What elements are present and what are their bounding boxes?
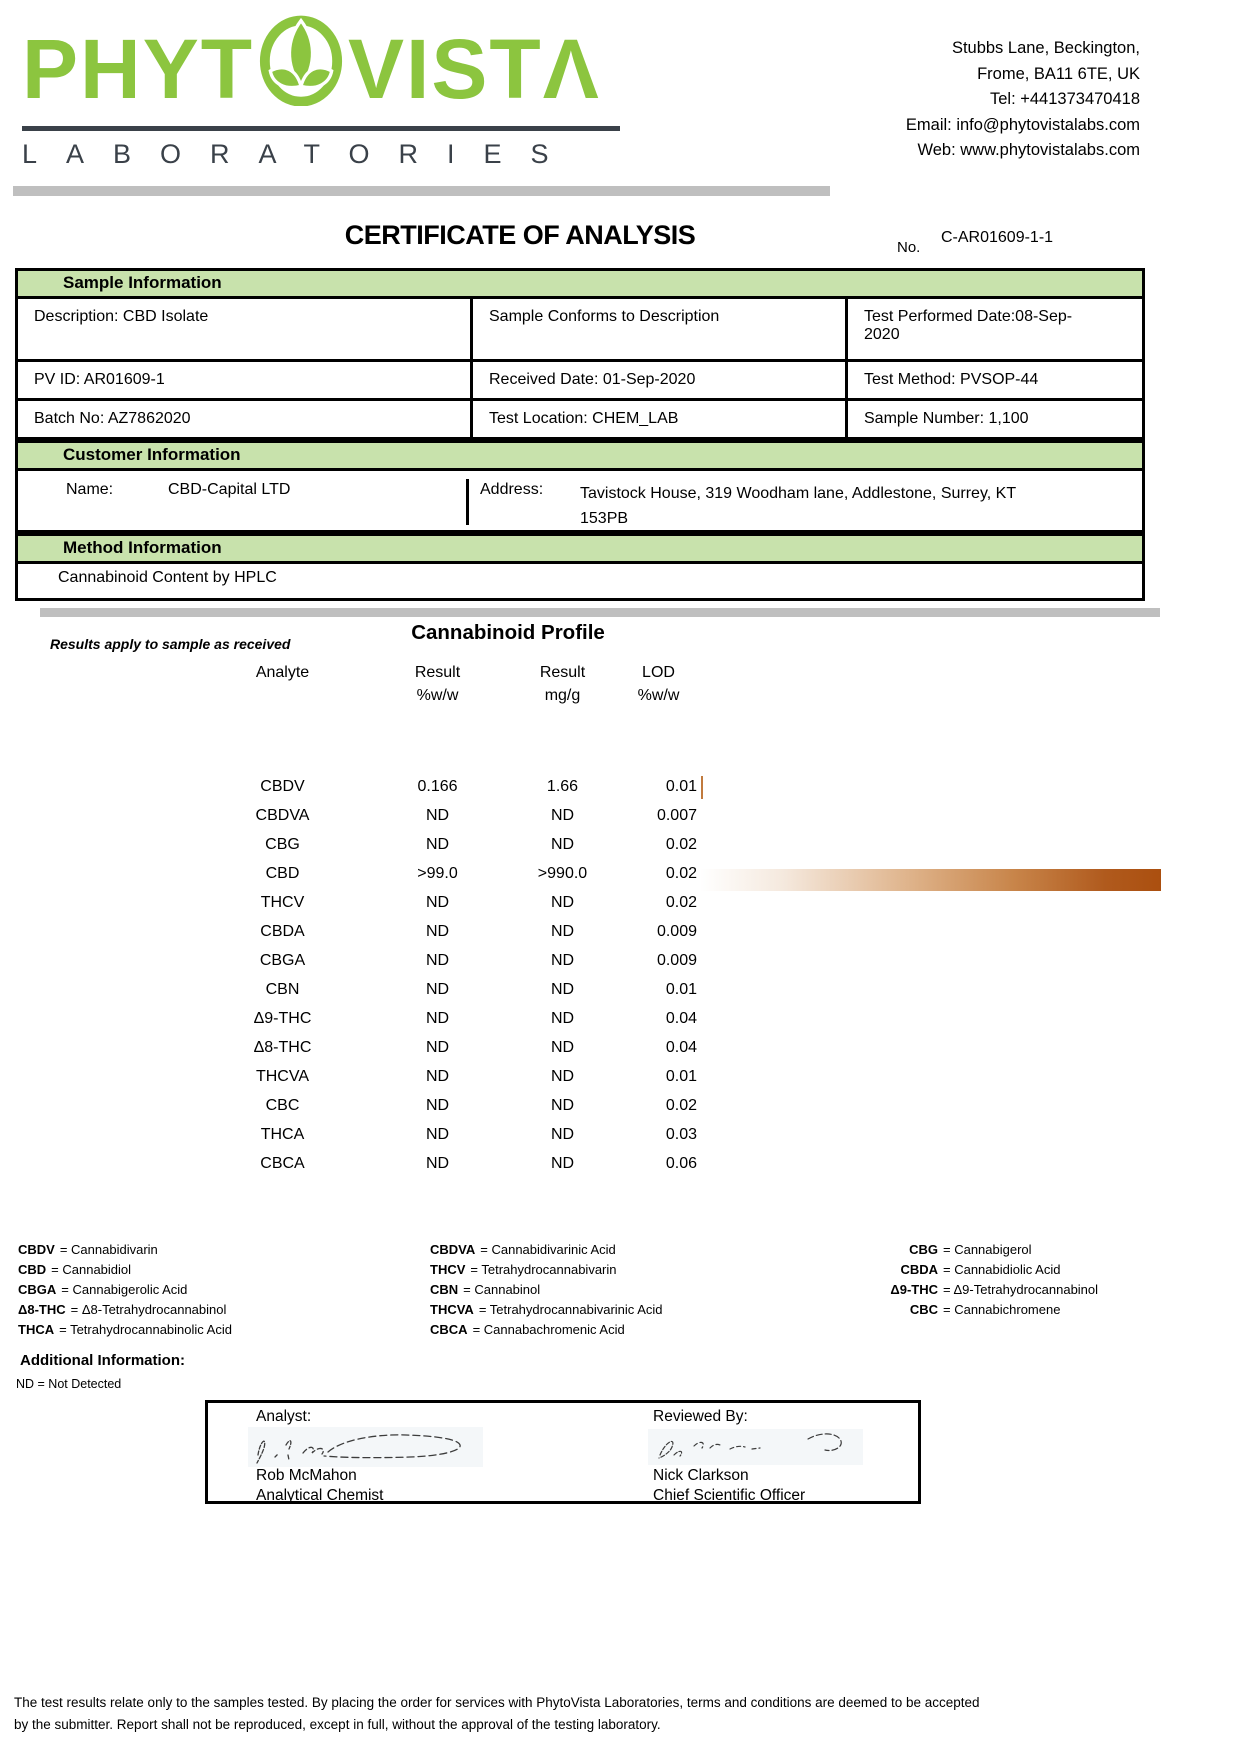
analyte-row [0,975,1240,1004]
result-percent-ww: ND [425,806,450,824]
analyte-name: THCV [260,893,305,911]
lod-percent-ww: 0.009 [656,951,697,969]
analyst-signature [248,1427,483,1467]
result-mg-g: ND [550,1125,575,1143]
analyte-name: CBD [265,864,300,882]
col-header-analyte-unit [170,687,395,710]
result-mg-g: ND [550,1067,575,1085]
analyst-label: Analyst: [256,1408,312,1425]
contact-line: Web: www.phytovistalabs.com [917,141,1140,159]
contact-line: Tel: +441373470418 [989,90,1140,108]
analyte-row [0,830,1240,859]
lod-percent-ww: 0.02 [665,1096,697,1114]
contact-line: Stubbs Lane, Beckington, [951,39,1140,57]
result-mg-g: ND [550,1154,575,1172]
result-mg-g: ND [550,806,575,824]
analyte-name: CBG [265,835,300,853]
results-note: Results apply to sample as received [50,636,291,652]
nd-definition: ND = Not Detected [16,1377,122,1391]
result-percent-ww: ND [425,980,450,998]
sample-number: Sample Number: 1,100 [864,410,1029,427]
lod-percent-ww: 0.02 [665,864,697,882]
legend-item: CBDVA = Cannabidivarinic Acid [430,1242,616,1257]
certificate-title: CERTIFICATE OF ANALYSIS [344,220,696,250]
legend-item: CBGA = Cannabigerolic Acid [18,1282,188,1297]
header-separator-band [13,186,830,196]
result-percent-ww: ND [425,1154,450,1172]
analyte-name: Δ9-THC [253,1009,312,1027]
analyst-role: Analytical Chemist [256,1487,384,1504]
certificate-number-label: No. [897,239,921,256]
result-mg-g: >990.0 [537,864,588,882]
col-header-result1: Result [414,664,461,681]
analyte-name: CBGA [259,951,306,969]
leaf-icon [257,14,345,119]
disclaimer-text: The test results relate only to the samples tested. By placing the order for services with PhytoVista Laboratories, terms and conditions are deemed to be accepted by the submitter. Report shall not be reproduced, except in full, without the approval of the testing laboratory. [14,1695,980,1732]
analyte-name: CBC [265,1096,300,1114]
test-method: Test Method: PVSOP-44 [864,371,1039,388]
lab-contact-block [906,36,1140,164]
lod-percent-ww: 0.01 [665,1067,697,1085]
legend-item: CBG = Cannabigerol [909,1242,1032,1257]
lod-percent-ww: 0.009 [656,922,697,940]
analyte-name: CBDVA [255,806,310,824]
sample-info-row [18,401,1142,440]
result-mg-g: ND [550,1038,575,1056]
logo-text-post: VIST [348,22,543,116]
header-row-labels [0,664,1240,687]
result-mg-g: ND [550,835,575,853]
reviewer-signature [648,1429,863,1465]
info-tables [15,268,1145,601]
result-mg-g: 1.66 [546,777,579,795]
reviewer-name: Nick Clarkson [653,1467,749,1484]
customer-address: Tavistock House, 319 Woodham lane, Addlestone, Surrey, KT 153PB [580,485,1016,527]
customer-info-row [18,471,1142,533]
signature-box [205,1400,921,1504]
result-percent-ww: ND [425,1009,450,1027]
analyte-row [0,946,1240,975]
test-location: Test Location: CHEM_LAB [473,401,848,437]
analyte-row [0,1149,1240,1178]
legend-item: CBD = Cannabidiol [18,1262,132,1277]
analyte-row [0,1062,1240,1091]
logo-wordmark [22,14,622,124]
legend-item: CBCA = Cannabachromenic Acid [430,1322,625,1337]
header-row-units [0,687,1240,710]
analyte-row [0,1091,1240,1120]
col-header-result1-unit: %w/w [416,687,459,704]
lod-percent-ww: 0.02 [665,835,697,853]
abbreviation-legend-col2 [430,1240,830,1340]
profile-title: Cannabinoid Profile [411,621,605,644]
legend-item: CBC = Cannabichromene [909,1302,1061,1317]
legend-item: CBDV = Cannabidivarin [18,1242,158,1257]
result-mg-g: ND [550,922,575,940]
lod-percent-ww: 0.01 [665,980,697,998]
logo-text-pre: PHYT [22,22,255,116]
sample-conformity: Sample Conforms to Description [473,299,848,359]
result-percent-ww: ND [425,1067,450,1085]
analyte-name: CBN [265,980,300,998]
legend-item: CBDA = Cannabidiolic Acid [900,1262,1061,1277]
analyte-row [0,1004,1240,1033]
legend-item: CBN = Cannabinol [430,1282,541,1297]
contact-line: Email: info@phytovistalabs.com [905,115,1140,134]
analyte-name: Δ8-THC [253,1038,312,1056]
logo-text-last: Λ [542,22,601,116]
lod-percent-ww: 0.03 [665,1125,697,1143]
logo-divider-line [22,126,620,131]
customer-cell-divider [466,479,469,525]
result-mg-g: ND [550,1096,575,1114]
lod-percent-ww: 0.007 [656,806,697,824]
lod-percent-ww: 0.04 [665,1038,697,1056]
result-mg-g: ND [550,951,575,969]
analyte-name: CBDV [260,777,305,795]
result-percent-ww: ND [425,922,450,940]
text-cursor-artifact [701,776,703,799]
sample-info-row [18,362,1142,401]
result-mg-g: ND [550,1009,575,1027]
result-percent-ww: ND [425,1096,450,1114]
customer-address-label: Address: [480,481,544,498]
test-performed-date: Test Performed Date:08-Sep-2020 [864,308,1073,343]
profile-table-body [0,772,1240,1178]
cbd-row-gradient-highlight [700,869,1161,891]
abbreviation-legend-col1 [18,1240,413,1340]
analyte-row [0,1033,1240,1062]
lod-percent-ww: 0.02 [665,893,697,911]
sample-description: Description: CBD Isolate [18,299,473,359]
customer-info-heading: Customer Information [18,440,1142,471]
legend-item: THCA = Tetrahydrocannabinolic Acid [18,1322,232,1337]
result-percent-ww: 0.166 [417,777,458,795]
profile-column-headers [0,664,1240,710]
result-percent-ww: ND [425,1125,450,1143]
analyte-row [0,888,1240,917]
additional-info-heading: Additional Information: [20,1352,185,1369]
lod-percent-ww: 0.01 [665,777,697,795]
result-percent-ww: ND [425,835,450,853]
analyst-name: Rob McMahon [256,1467,357,1484]
analyte-name: CBCA [260,1154,305,1172]
customer-name: CBD-Capital LTD [168,481,291,498]
analyte-row [0,917,1240,946]
customer-name-label: Name: [66,481,114,498]
result-percent-ww: ND [425,893,450,911]
sample-info-heading: Sample Information [18,271,1142,299]
result-percent-ww: ND [425,1038,450,1056]
legend-item: THCV = Tetrahydrocannabivarin [430,1262,617,1277]
analyte-row [0,772,1240,801]
batch-no: Batch No: AZ7862020 [18,401,473,437]
analyte-row [0,801,1240,830]
result-mg-g: ND [550,980,575,998]
analyte-row [0,1120,1240,1149]
legend-item: Δ9-THC = Δ9-Tetrahydrocannabinol [890,1282,1099,1297]
method-description: Cannabinoid Content by HPLC [58,569,277,586]
legend-item: THCVA = Tetrahydrocannabivarinic Acid [430,1302,663,1317]
lod-percent-ww: 0.04 [665,1009,697,1027]
result-percent-ww: >99.0 [417,864,458,882]
logo-subtitle: LABORATORIES [22,139,578,169]
certificate-number-value: C-AR01609-1-1 [941,229,1054,246]
legend-item: Δ8-THC = Δ8-Tetrahydrocannabinol [18,1302,227,1317]
analyte-name: THCVA [255,1067,310,1085]
col-header-result2: Result [539,664,586,681]
section-separator-band [40,608,1160,617]
contact-line: Frome, BA11 6TE, UK [977,64,1140,83]
sample-info-row [18,299,1142,362]
method-info-heading: Method Information [18,533,1142,564]
col-header-analyte: Analyte [255,664,310,681]
analyte-name: CBDA [260,922,305,940]
reviewer-label: Reviewed By: [653,1408,748,1425]
col-header-result2-unit: mg/g [544,687,581,704]
company-logo [22,14,622,170]
col-header-lod-unit: %w/w [637,687,680,704]
result-percent-ww: ND [425,951,450,969]
lod-percent-ww: 0.06 [665,1154,697,1172]
result-mg-g: ND [550,893,575,911]
received-date: Received Date: 01-Sep-2020 [473,362,848,398]
pv-id: PV ID: AR01609-1 [18,362,473,398]
col-header-lod: LOD [642,664,675,681]
abbreviation-legend-col3 [848,1240,1218,1320]
analyte-name: THCA [260,1125,305,1143]
reviewer-role: Chief Scientific Officer [653,1487,806,1504]
